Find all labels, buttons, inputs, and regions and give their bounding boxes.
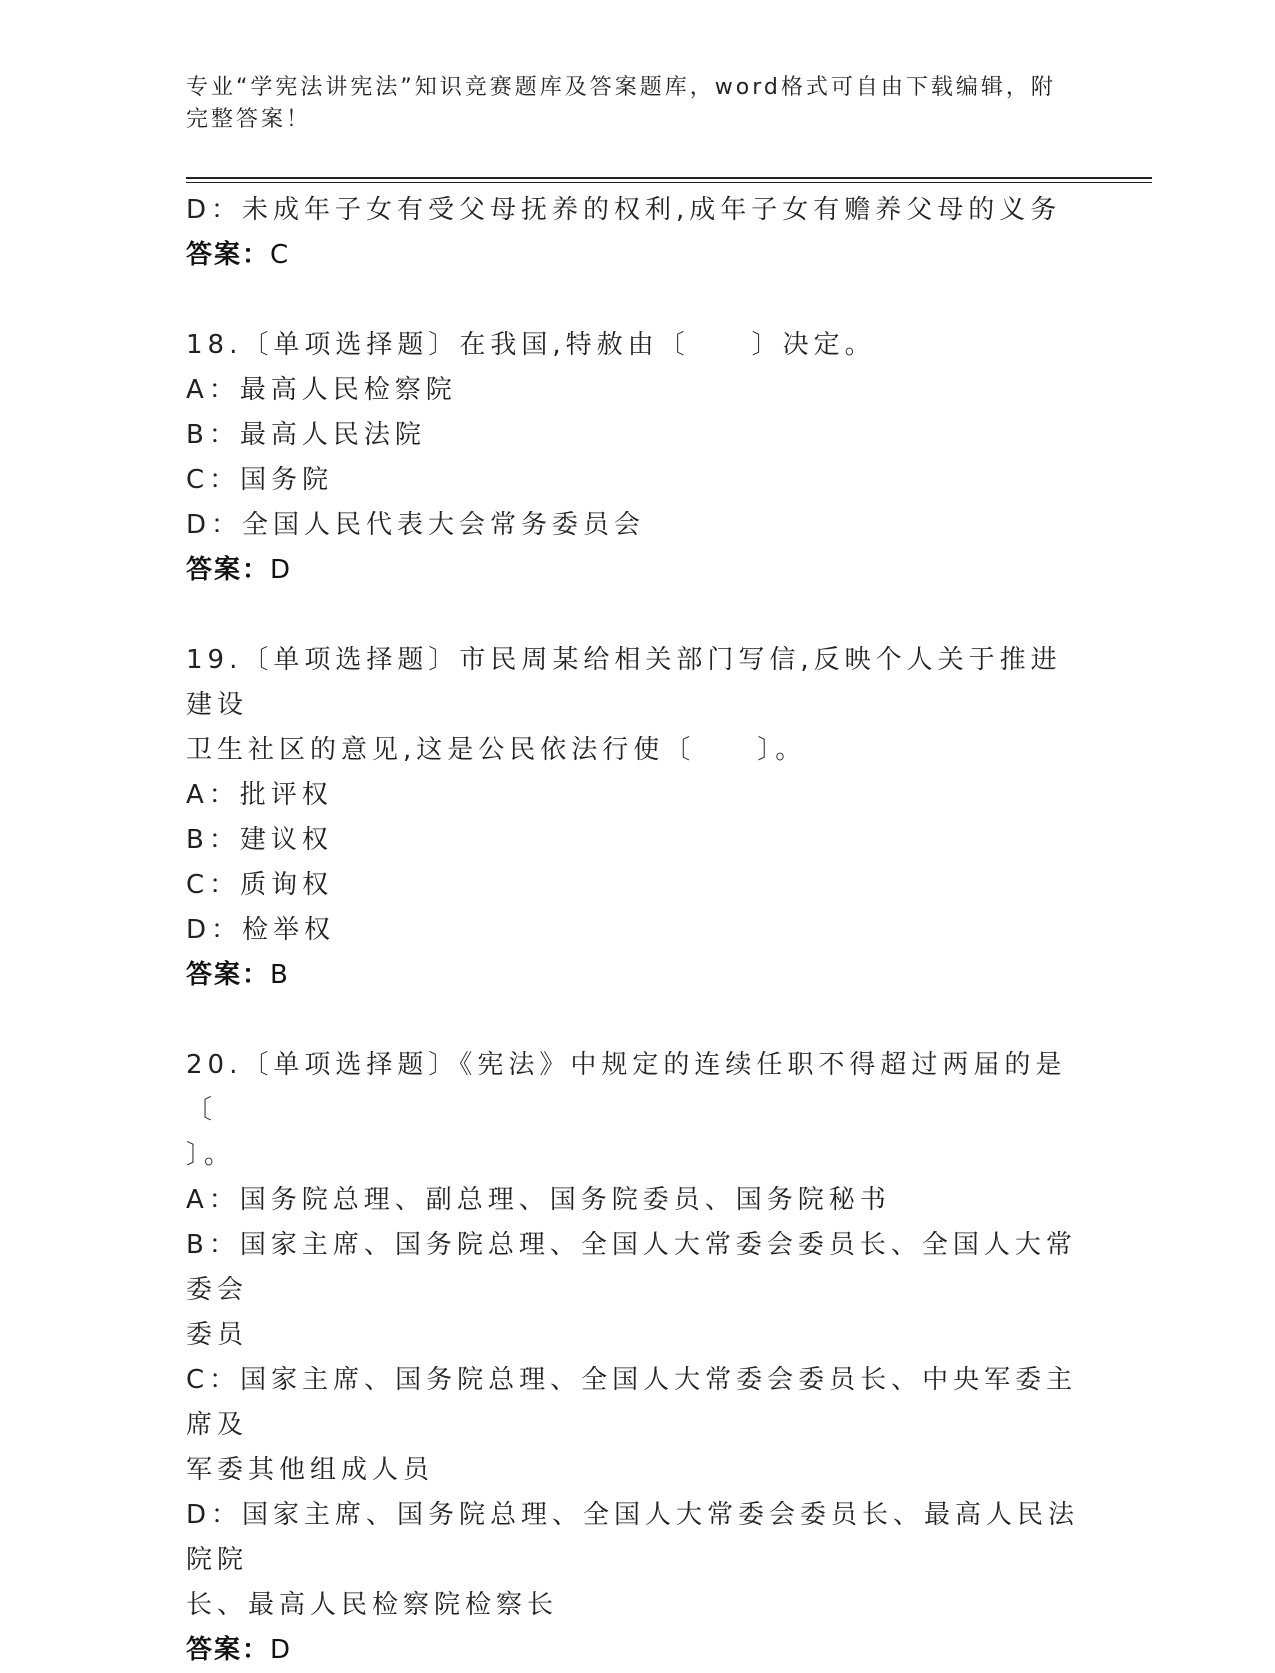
- header-title-line-2: 完整答案！: [186, 107, 312, 132]
- spacer: [186, 593, 1086, 638]
- answer-value: D: [270, 555, 293, 585]
- question-answer: [186, 1628, 1086, 1673]
- question-stem-continued: 〕。: [186, 1140, 236, 1170]
- option-d: D：检举权: [186, 915, 336, 945]
- header-rule-thick: [186, 177, 1152, 179]
- option-d: D：全国人民代表大会常务委员会: [186, 510, 646, 540]
- question-answer: [186, 548, 1086, 593]
- answer-label: 答案：: [186, 555, 271, 585]
- option-a: A：最高人民检察院: [186, 375, 457, 405]
- spacer: [186, 998, 1086, 1043]
- question-18: [186, 323, 1086, 593]
- document-header: [186, 72, 1066, 136]
- answer-label: 答案：: [186, 1635, 271, 1665]
- question-stem: 20.〔单项选择题〕《宪法》中规定的连续任职不得超过两届的是〔: [186, 1050, 1067, 1125]
- header-rule-thin: [186, 182, 1152, 183]
- answer-label: 答案：: [186, 240, 271, 270]
- question-stem-continued: 卫生社区的意见,这是公民依法行使〔 〕。: [186, 735, 807, 765]
- option-c: C：国务院: [186, 465, 334, 495]
- question-19: [186, 638, 1086, 998]
- option-d-continued: 长、最高人民检察院检察长: [186, 1590, 559, 1620]
- option-a: A：批评权: [186, 780, 333, 810]
- answer-value: B: [270, 960, 290, 990]
- answer-value: D: [270, 1635, 293, 1665]
- prev-question-option-d: D：未成年子女有受父母抚养的权利,成年子女有赡养父母的义务: [186, 195, 1062, 225]
- option-b-continued: 委员: [186, 1320, 249, 1350]
- option-c: C：质询权: [186, 870, 334, 900]
- option-b: B：国家主席、国务院总理、全国人大常委会委员长、全国人大常委会: [186, 1230, 1077, 1305]
- spacer: [186, 278, 1086, 323]
- question-20: [186, 1043, 1086, 1673]
- header-title-line-1: 专业“学宪法讲宪法”知识竞赛题库及答案题库，word格式可自由下载编辑，附: [186, 75, 1056, 100]
- prev-question-answer: [186, 233, 1086, 278]
- option-d: D：国家主席、国务院总理、全国人大常委会委员长、最高人民法院院: [186, 1500, 1080, 1575]
- document-body: [186, 188, 1086, 1673]
- question-stem: 18.〔单项选择题〕在我国,特赦由〔 〕决定。: [186, 330, 876, 360]
- question-answer: [186, 953, 1086, 998]
- option-b: B：最高人民法院: [186, 420, 426, 450]
- question-stem: 19.〔单项选择题〕市民周某给相关部门写信,反映个人关于推进建设: [186, 645, 1062, 720]
- answer-label: 答案：: [186, 960, 271, 990]
- option-c: C：国家主席、国务院总理、全国人大常委会委员长、中央军委主席及: [186, 1365, 1078, 1440]
- option-c-continued: 军委其他组成人员: [186, 1455, 435, 1485]
- option-b: B：建议权: [186, 825, 333, 855]
- option-a: A：国务院总理、副总理、国务院委员、国务院秘书: [186, 1185, 891, 1215]
- answer-value: C: [270, 240, 291, 270]
